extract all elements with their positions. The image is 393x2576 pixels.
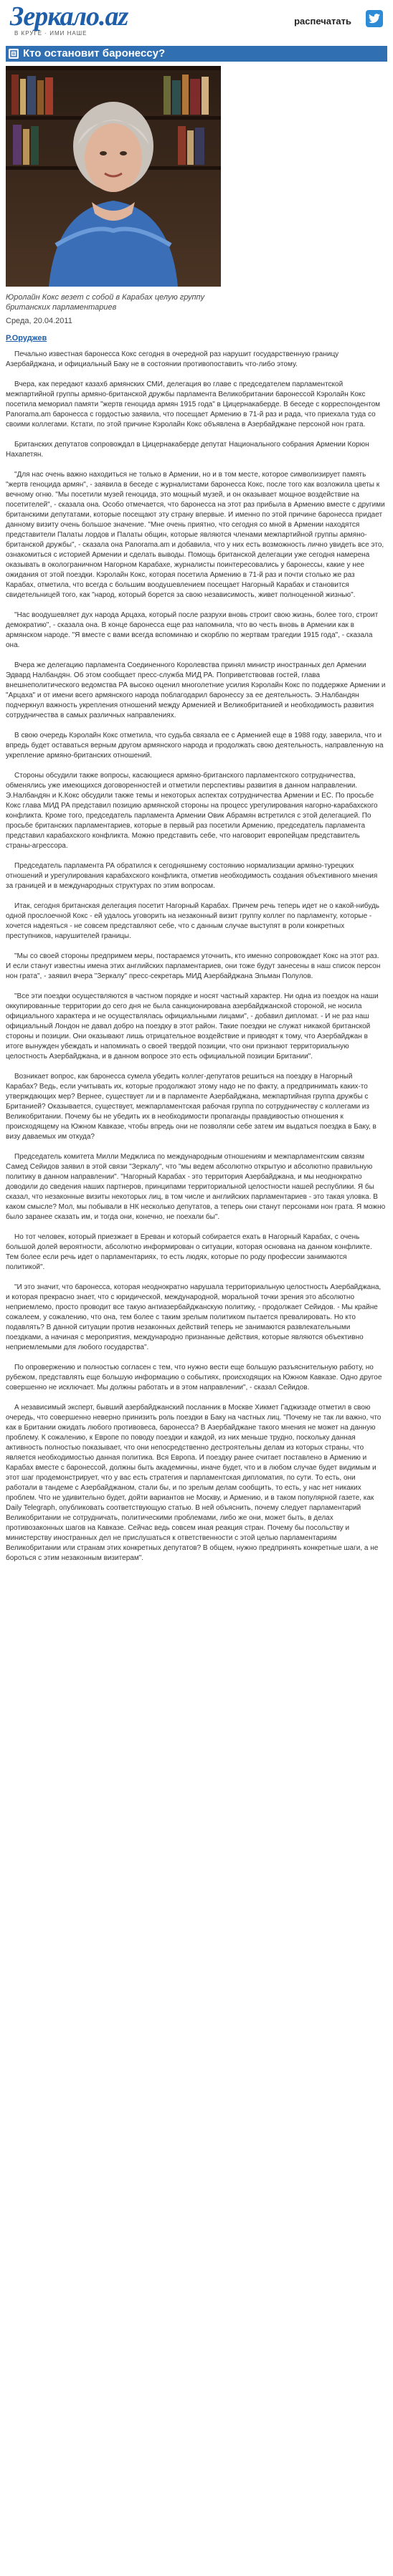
article-author[interactable]: Р.Оруджев [6, 334, 47, 343]
site-logo[interactable] [10, 3, 146, 37]
article-paragraph: "Нас воодушевляет дух народа Арцаха, который после разрухи вновь строит свою жизнь, более того, строит демократию", - сказала она. В конце баронесса еще раз напомнила, что во честь вновь в Армении как в армянском народе. "Я вместе с вами всегда вспоминаю и скорблю по жертвам трагедии 1915 года", - сказала она. [6, 611, 379, 649]
article-paragraph: "Мы со своей стороны предпримем меры, постараемся уточнить, кто именно сопровождает Кокс на этот раз. И если станут известны имена этих английских парламентариев, они тоже будут занесены в наш список персон нон грата", - заявил вчера "Зеркалу" пресс-секретарь МИД Азербайджана Эльман Полулов. [6, 952, 381, 980]
print-link[interactable]: распечатать [294, 16, 351, 27]
article-paragraph: Но тот человек, который приезжает в Ереван и который собирается ехать в Нагорный Карабах, с очень большой долей вероятности, абсолютно информирован о ситуации, которая основана на данном конфликте. Тем более если речь идет о парламентариях, то есть людях, которые по роду профессии занимаются политикой". [6, 1233, 372, 1271]
article-paragraph: Председатель парламента РА обратился к сегодняшнему состоянию нормализации армяно-турецких отношений и урегулирования карабахского конфликта, отметив необходимость создания объективного мнения за границей и в международных структурах по этим вопросам. [6, 862, 378, 890]
article-paragraph: "Для нас очень важно находиться не только в Армении, но и в том месте, которое символизирует память "жертв геноцида армян", - заявила в беседе с журналистами баронесса Кокс, после того как возложила цветы к вечному огню. "Мы посетили музей геноцида, это мощный музей, и он оказывает мощное воздействие на посетителей", - сказала она. Особо отмечается, что баронесса на этот раз прибыла в Армению вместе с другими британскими депутатами, которые посещают эту страну впервые. И именно по этой причине баронесса придает данному визиту очень большое значение. "Мне очень приятно, что сегодня со мной в Армении находятся представители Палаты лордов и Палаты общин, которые являются членами межпартийной группы армяно-британской дружбы", - сказала она Panorama.am и добавила, что у них есть возможность лично увидеть все это, ознакомиться с историей Армении и сделать выводы. Помощь британской делегации уже сегодня намерена оказывать в околограничном Нагорном Карабахе, журналисты поинтересовались у баронессы, какие у нее ожидания от этой поездки. Кэролайн Кокс, которая посетила Армению в 71-й раз и почти столько же раз Карабах, отметила, что всегда с большим воодушевлением посещает Нагорный Карабах и становится свидетельницей того, как "народ, который борется за свою независимость, живет полноценной жизнью". [6, 471, 385, 599]
article-title: Кто остановит баронессу? [23, 47, 166, 59]
article-paragraph: Вчера же делегацию парламента Соединенного Королевства принял министр иностранных дел Армении Эдвард Налбандян. Об этом сообщает пресс-служба МИД РА. Поприветствовав гостей, глава внешнеполитического ведомства РА высоко оценил многолетние усилия Кэролайн Кокс по поддержке Армении и "Арцаха" и от имени всего армянского народа поблагодарил баронессу за ее деятельность. Э.Налбандян подчеркнул важность укрепления отношений между Арменией и Великобританией и необходимость развития сотрудничества в самых различных направлениях. [6, 661, 386, 719]
article-paragraph: Стороны обсудили также вопросы, касающиеся армяно-британского парламентского сотрудничества, обменялись уже имеющихся договоренностей и отметили перспективы развития в данном направлении. Э.Налбандян и К.Кокс обсудили также темы и некоторых аспектах сотрудничества Армении и ЕС. По просьбе Кокс глава МИД РА представил позицию армянской стороны на процесс урегулирования нагорно-карабахского конфликта. Кроме того, председатель парламента Армении Овик Абрамян встретился с этой делегацией. По просьбе британских парламентариев, которые в первый раз посетили Армению, председатель парламента представил карабахского конфликта. Можно представить себе, что наговорит европейцам представитель страны-агрессора. [6, 772, 378, 850]
article-paragraph: В свою очередь Кэролайн Кокс отметила, что судьба связала ее с Арменией еще в 1988 году, заверила, что и впредь будет оставаться верным другом армянского народа и продолжать свою деятельность, направленную на укрепление армяно-британских отношений. [6, 732, 384, 760]
article-title-bar [6, 46, 387, 62]
article-paragraph: Печально известная баронесса Кокс сегодня в очередной раз нарушит государственную границу Азербайджана, и официальный Баку не в состоянии противопоставить что-либо этому. [6, 350, 339, 368]
article-paragraph: Председатель комитета Милли Меджлиса по международным отношениям и межпарламентским связям Самед Сейидов заявил в этой связи "Зеркалу", что "мы ведем абсолютно открытую и абсолютно правильную политику в данном направлении". "Нагорный Карабах - это территория Азербайджана, и мы неоднократно доводили до сведения наших партнеров, принципами территориальной целостности нашей республики. Я бы сказал, что незаконные визиты некоторых лиц, в том числе и английских парламентариев - это такая уловка. В каком смысле? Мол, мы побывали в НК несколько депутатов, а теперь они станут персонами нон грата. Я можно было заранее сказать им, и тогда они, конечно, не поехали бы". [6, 1153, 386, 1221]
article-paragraph: Британских депутатов сопровождал в Цицернакаберде депутат Национального собрания Армении Корюн Нахапетян. [6, 441, 369, 459]
photo-caption: Юролайн Кокс везет с собой в Карабах целую группу британских парламентариев [6, 293, 205, 312]
article-paragraph: Итак, сегодня британская делегация посетит Нагорный Карабах. Причем речь теперь идет не о какой-нибудь одной прослоечной Кокс - ей удалось уговорить на незаконный визит группу коллег по парламенту, которые - хочется надеяться - не совсем представляют себе, что с данным случае выступят в роли конкретных преступников, нарушителей границы. [6, 902, 379, 940]
article-paragraph: А независимый эксперт, бывший азербайджанский посланник в Москве Хикмет Гаджизаде отметил в свою очередь, что совершенно неверно принизить роль поездки в Баку на частных лиц. "Почему не так ли важно, что как в Британии ожидать любого противовеса, баронесса? В Азербайджане такого мнения не может на данную проблему. К сожалению, к Европе по поводу поездки и каждой, из них меньше трудно, поскольку данная активность полностью показывает, что они непосредственно дестроятельны делам из которых страны, что является необходимостью данная политика. Вся Европа. И поездку ранее считает поставлено в Армению и Карабах вместе с баронессой, должны быть академичны, иначе будет, что и в любом случае будет видимым и этот шаг продемонстрирует, что у вас есть стратегия и парламентская дипломатия, по сути. То есть, они работали в тандеме с Азербайджаном, стали бы, и по зрелым делам сообщить, то есть, у нас нет никаких проблем. Что не удивительно будет, дойти вариантов не Москву, и Армению, и в таком популярной газете, как Daily Telegraph, опубликовать соответствующую статью. В ней объяснить, почему следует парламентарий Великобритании не сотрудничать, политическими проблемами, либо же они, может быть, в делах противозаконных шагов на Кавказе. Сейчас ведь совсем иная реакция стран. Почему бы посольству и министерству иностранных дел не прислушаться к ответственности с этой целью парламентариям Великобритании или странам этих конкретных депутатов? В общем, нужно предпринять конкретные шаги, а не бороться с этим незаконным визитерам". [6, 1404, 382, 1562]
article-date: Среда, 20.04.2011 [6, 317, 72, 325]
logo-tagline: В КРУГЕ · ИМИ НАШЕ [14, 30, 87, 37]
article-body [6, 350, 386, 1574]
site-header [0, 0, 393, 40]
article-icon [9, 49, 19, 59]
article-photo [6, 66, 221, 287]
twitter-icon[interactable] [366, 10, 383, 27]
article-paragraph: Вчера, как передают казахб армянских СМИ, делегация во главе с председателем парламентской межпартийной группы армяно-британской дружбы парламента Великобритании баронессой Кэролайн Кокс посетила мемориал памяти "жертв геноцида армян 1915 года" в Цицернакаберде. В беседе с корреспондентом Panorama.am баронесса с гордостью заявила, что посещает Армению в 71-й раз и рада, что приехала туда со своими коллегами. Кстати, по этой причине Кэролайн Кокс объявлена в Азербайджане персоной нон грата. [6, 380, 381, 428]
article-paragraph: По опровержению и полностью согласен с тем, что нужно вести еще большую разъяснительную работу, но рубежом, представлять еще большую информацию о событиях, происходящих на Южном Кавказе. Одно другое совершенно не исключает. Мы должны работать и в этом направлении", - сказал Сейидов. [6, 1364, 382, 1392]
logo-text: Зеркало.az [10, 1, 128, 32]
article-paragraph: "Все эти поездки осуществляются в частном порядке и носят частный характер. Ни одна из поездок на наши оккупированные территории до сего дня не была санкционирована азербайджанской стороной, не носила официального характера и не осуществлялась официальными лицами", - добавил дипломат. - И не раз наш официальный Лондон не давал добро на поездку в этот район. Такие поездки не служат никакой британской стороны и позиции. Они оказывают лишь отрицательное воздействие и приводят к тому, что Азербайджан в итоге вынужден убеждать и напоминать о своей твердой позиции, что они признают территориальную целостность Азербайджана, и в данном вопросе это есть официальной позиции Британии". [6, 992, 379, 1060]
article-paragraph: Возникает вопрос, как баронесса сумела убедить коллег-депутатов решиться на поездку в Нагорный Карабах? Ведь, если учитывать их, которые продолжают этому надо не по факту, а предпринимать каких-то утверждающих мер? Вернее, существует ли и в парламенте Азербайджана, межпартийная группа дружбы с Британией? Оказывается, существует, межпарламентская рабочая группа по сотрудничеству с коллегами из Великобритании. Почему бы не убедить их в необходимости пропаганды правдивостью отношения к происходящему на Южном Кавказе, чтобы впредь они не позволяли себе затем им выдаться поездка в Баку, в визу даваемых им откуда? [6, 1073, 377, 1141]
article-paragraph: "И это значит, что баронесса, которая неоднократно нарушала территориальную целостность Азербайджана, и которая прекрасно знает, что с юридической, международной, моральной точки зрения это абсолютно неприемлемо, просто проводит все такую антиазербайджанскую политику, - продолжает Сейидов. - Мы крайне сожалеем, у сожалению, что она, тем более с таким зрелым политиком пытается превалировать. Но кто подавлять? В данной ситуации против незаконных действий теперь не занимаются развлекательными поездками, а начиная с мероприятия, международно признанные действия, которые являются объективно неприемлемыми для любого государства". [6, 1283, 382, 1351]
